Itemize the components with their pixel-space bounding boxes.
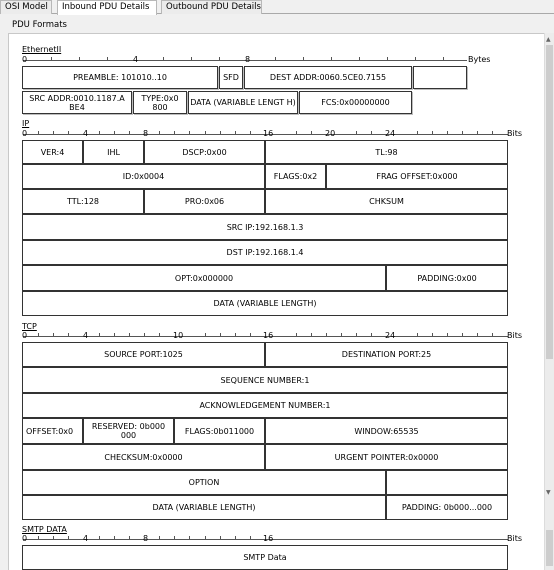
ip-ruler-0: 0 <box>22 129 28 138</box>
ip-data-field: DATA (VARIABLE LENGTH) <box>22 291 508 316</box>
smtp-ruler-8: 8 <box>143 534 149 543</box>
scrollbar-thumb-secondary[interactable] <box>546 530 553 566</box>
ip-padding-field: PADDING:0x00 <box>386 265 508 291</box>
ethernet-ruler-0: 0 <box>22 55 28 64</box>
scroll-up-arrow-icon[interactable]: ▲ <box>546 36 551 43</box>
tcp-ruler-16: 16 <box>263 331 274 340</box>
ip-flags-field: FLAGS:0x2 <box>265 164 326 189</box>
tcp-window-field: WINDOW:65535 <box>265 418 508 444</box>
ip-ruler-4: 4 <box>83 129 89 138</box>
tcp-checksum-field: CHECKSUM:0x0000 <box>22 444 265 470</box>
ethernet-blank-field <box>413 66 467 89</box>
ethernet-ruler-4: 4 <box>133 55 139 64</box>
tcp-option-field: OPTION <box>22 470 386 495</box>
pdu-formats-title: PDU Formats <box>12 20 67 30</box>
ip-ttl-field: TTL:128 <box>22 189 144 214</box>
tcp-bits-label: Bits <box>507 331 523 340</box>
ip-ver-field: VER:4 <box>22 140 83 164</box>
tcp-sequence-number-field: SEQUENCE NUMBER:1 <box>22 367 508 393</box>
smtp-data-field: SMTP Data <box>22 545 508 570</box>
ethernet-dest-addr-field: DEST ADDR:0060.5CE0.7155 <box>244 66 412 89</box>
tcp-destination-port-field: DESTINATION PORT:25 <box>265 342 508 367</box>
tab-bar <box>0 0 554 14</box>
ethernet-fcs-field: FCS:0x00000000 <box>299 91 412 114</box>
ip-chksum-field: CHKSUM <box>265 189 508 214</box>
ip-ihl-field: IHL <box>83 140 144 164</box>
tcp-ruler-10: 10 <box>173 331 184 340</box>
tcp-ack-number-field: ACKNOWLEDGEMENT NUMBER:1 <box>22 393 508 418</box>
smtp-ruler-4: 4 <box>83 534 89 543</box>
tcp-option-blank-field <box>386 470 508 495</box>
tab-osi-model[interactable]: OSI Model <box>0 0 52 14</box>
ethernet-data-field: DATA (VARIABLE LENGT H) <box>188 91 298 114</box>
ip-frag-offset-field: FRAG OFFSET:0x000 <box>326 164 508 189</box>
smtp-title: SMTP DATA <box>22 525 67 534</box>
ip-id-field: ID:0x0004 <box>22 164 265 189</box>
ethernet-bytes-label: Bytes <box>468 55 491 64</box>
ip-opt-field: OPT:0x000000 <box>22 265 386 291</box>
tcp-data-field: DATA (VARIABLE LENGTH) <box>22 495 386 520</box>
ip-src-ip-field: SRC IP:192.168.1.3 <box>22 214 508 240</box>
scrollbar-thumb[interactable] <box>546 45 553 359</box>
ip-ruler-8: 8 <box>143 129 149 138</box>
tcp-padding-field: PADDING: 0b000...000 <box>386 495 508 520</box>
smtp-ruler-16: 16 <box>263 534 274 543</box>
tcp-offset-field: OFFSET:0x0 <box>22 418 83 444</box>
ip-title: IP <box>22 119 30 128</box>
ethernet-title: EthernetII <box>22 45 62 54</box>
ethernet-ruler-8: 8 <box>245 55 251 64</box>
ip-ruler-16: 16 <box>263 129 274 138</box>
tcp-title: TCP <box>22 322 37 331</box>
ip-pro-field: PRO:0x06 <box>144 189 265 214</box>
smtp-ruler-0: 0 <box>22 534 28 543</box>
scroll-down-arrow-icon[interactable]: ▼ <box>546 489 551 496</box>
ethernet-sfd-field: SFD <box>219 66 243 89</box>
tcp-flags-field: FLAGS:0b011000 <box>174 418 265 444</box>
smtp-bits-label: Bits <box>507 534 523 543</box>
ethernet-preamble-field: PREAMBLE: 101010..10 <box>22 66 218 89</box>
ip-dscp-field: DSCP:0x00 <box>144 140 265 164</box>
ip-dst-ip-field: DST IP:192.168.1.4 <box>22 240 508 265</box>
ip-bits-label: Bits <box>507 129 523 138</box>
tcp-ruler-0: 0 <box>22 331 28 340</box>
tcp-urgent-pointer-field: URGENT POINTER:0x0000 <box>265 444 508 470</box>
ip-ruler-24: 24 <box>385 129 396 138</box>
tab-inbound-pdu-details[interactable]: Inbound PDU Details <box>57 0 157 15</box>
ethernet-src-addr-field: SRC ADDR:0010.1187.A BE4 <box>22 91 132 114</box>
ip-tl-field: TL:98 <box>265 140 508 164</box>
tcp-reserved-field: RESERVED: 0b000 000 <box>83 418 174 444</box>
tab-outbound-pdu-details[interactable]: Outbound PDU Details <box>161 0 262 14</box>
tcp-ruler-24: 24 <box>385 331 396 340</box>
tcp-ruler-4: 4 <box>83 331 89 340</box>
ethernet-type-field: TYPE:0x0 800 <box>133 91 187 114</box>
ip-ruler-20: 20 <box>325 129 336 138</box>
pdu-formats-panel[interactable] <box>8 33 544 570</box>
tcp-source-port-field: SOURCE PORT:1025 <box>22 342 265 367</box>
